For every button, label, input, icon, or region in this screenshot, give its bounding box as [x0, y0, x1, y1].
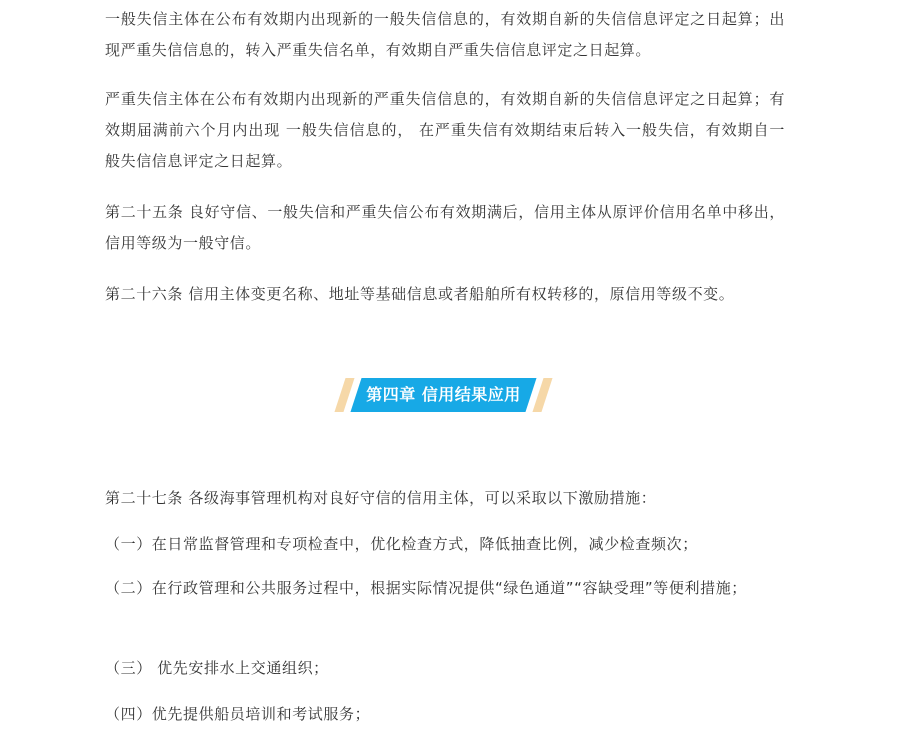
list-item-incentive-4: （四）优先提供船员培训和考试服务； [105, 705, 371, 723]
list-item-incentive-3: （三） 优先安排水上交通组织； [105, 659, 329, 677]
list-item-incentive-1: （一）在日常监督管理和专项检查中，优化检查方式，降低抽查比例，减少检查频次； [105, 535, 698, 553]
paragraph-article-27: 第二十七条 各级海事管理机构对良好守信的信用主体，可以采取以下激励措施： [105, 489, 657, 507]
paragraph-serious-dishonesty-validity: 严重失信主体在公布有效期内出现新的严重失信信息的，有效期自新的失信信息评定之日起算；有效期届满前六个月内出现 一般失信信息的， 在严重失信有效期结束后转入一般失信，有效期自一般失信信息评定之日起算。 [105, 90, 785, 170]
chapter-title: 第四章 信用结果应用 [366, 385, 521, 404]
paragraph-article-25: 第二十五条 良好守信、一般失信和严重失信公布有效期满后，信用主体从原评价信用名单中移出，信用等级为一般守信。 [105, 203, 785, 252]
chapter-heading-banner [336, 378, 551, 412]
paragraph-article-26: 第二十六条 信用主体变更名称、地址等基础信息或者船舶所有权转移的，原信用等级不变。 [105, 285, 735, 303]
chapter-right-accent [532, 378, 552, 412]
paragraph-general-dishonesty-validity: 一般失信主体在公布有效期内出现新的一般失信信息的，有效期自新的失信信息评定之日起算；出现严重失信信息的，转入严重失信名单，有效期自严重失信信息评定之日起算。 [105, 10, 785, 59]
list-item-incentive-2: （二）在行政管理和公共服务过程中，根据实际情况提供“绿色通道”“容缺受理”等便利措施； [105, 579, 747, 597]
